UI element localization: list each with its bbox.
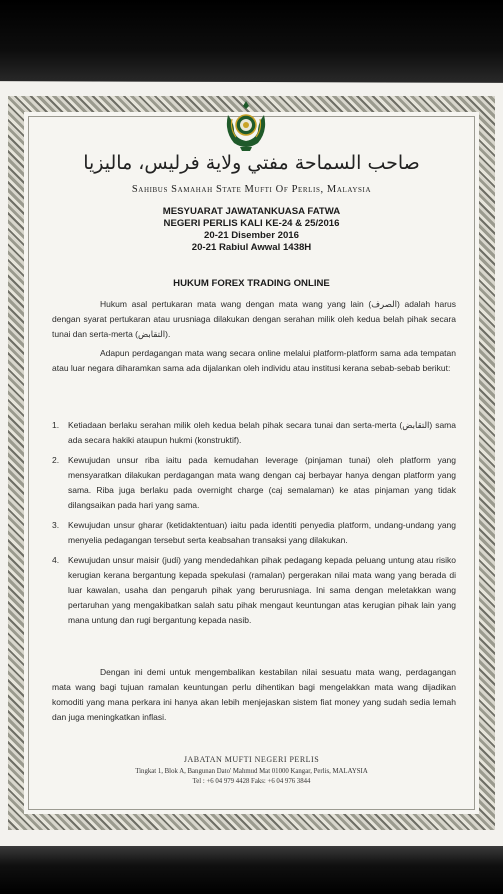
meeting-line-3: 20-21 Disember 2016 <box>204 230 299 241</box>
footer-contact: Tel : +6 04 979 4428 Faks: +6 04 976 3844 <box>192 778 311 785</box>
english-title: Sahibus Samahah State Mufti Of Perlis, Malaysia <box>131 184 372 195</box>
paragraph-3: Dengan ini demi untuk mengembalikan kestabilan nilai sesuatu mata wang, perdagangan mata wang bagi tujuan ramalan keuntungan perlu dihentikan bagi mengelakkan mata wang dijadikan komoditi yang mana perkara ini hanya akan lebih menjejaskan sistem fiat money yang sudah sedia lemah dan juga meningkatkan inflasi. <box>52 667 456 722</box>
list-number: 2. <box>52 455 60 465</box>
meeting-line-1: MESYUARAT JAWATANKUASA FATWA <box>162 206 341 217</box>
footer-address: Tingkat 1, Blok A, Bangunan Dato' Mahmud Mat 01000 Kangar, Perlis, MALAYSIA <box>135 768 368 775</box>
background-bottom <box>0 846 503 894</box>
perlis-crest-icon <box>218 97 274 153</box>
list-text: Ketiadaan berlaku serahan milik oleh kedua belah pihak secara tunai dan serta-merta (التقابض) sama ada secara hakiki ataupun hukmi (konstruktif). <box>68 420 456 445</box>
list-number: 1. <box>52 420 60 430</box>
list-text: Kewujudan unsur maisir (judi) yang mendedahkan pihak pedagang kepada peluang untung atau risiko kerugian kerana bergantung kepada spekulasi (ramalan) pergerakan nilai mata wang yang berada di luar kawalan, usaha dan pengaruh pihak yang berurusniaga. Ini sama dengan meletakkan wang pertaruhan yang mengakibatkan salah satu pihak mengaut keuntungan atas kerugian pihak lain yang mana untung dan rugi bergantung kepada nasib. <box>68 555 456 625</box>
paragraph-1: Hukum asal pertukaran mata wang dengan mata wang yang lain (الصرف) adalah harus dengan syarat pertukaran atau urusniaga dilakukan dengan serahan milik oleh kedua belah pihak secara tunai dan serta-merta (التقابض). <box>52 299 456 339</box>
meeting-details <box>60 206 443 254</box>
list-item <box>52 418 456 448</box>
arabic-title: صاحب السماحة مفتي ولاية فرليس، ماليزيا <box>83 152 420 174</box>
meeting-line-4: 20-21 Rabiul Awwal 1438H <box>191 242 312 253</box>
background-top <box>0 0 503 84</box>
list-item <box>52 453 456 513</box>
document-heading: HUKUM FOREX TRADING ONLINE <box>173 278 330 289</box>
list-text: Kewujudan unsur riba iaitu pada kemudahan leverage (pinjaman tunai) oleh platform yang mensyaratkan dilakukan perdagangan mata wang dengan caj berbayar hanya dengan platform yang sama. Riba juga berlaku pada overnight charge (caj semalaman) ke atas pinjaman yang tidak dilangsaikan pada hari yang sama. <box>68 455 456 510</box>
list-text: Kewujudan unsur gharar (ketidaktentuan) iaitu pada identiti penyedia platform, undang-undang yang menyelia pedagangan tersebut serta keabsahan transaksi yang dilakukan. <box>68 520 456 545</box>
list-item <box>52 518 456 548</box>
paragraph-2: Adapun perdagangan mata wang secara online melalui platform-platform sama ada tempatan atau luar negara diharamkan sama ada dijalankan oleh individu atau institusi kerana sebab-sebab berikut: <box>52 348 456 373</box>
footer <box>60 755 443 785</box>
reasons-list <box>52 418 456 633</box>
list-number: 4. <box>52 555 60 565</box>
list-item <box>52 553 456 628</box>
footer-department: JABATAN MUFTI NEGERI PERLIS <box>183 755 320 764</box>
meeting-line-2: NEGERI PERLIS KALI KE-24 & 25/2016 <box>163 218 340 229</box>
list-number: 3. <box>52 520 60 530</box>
